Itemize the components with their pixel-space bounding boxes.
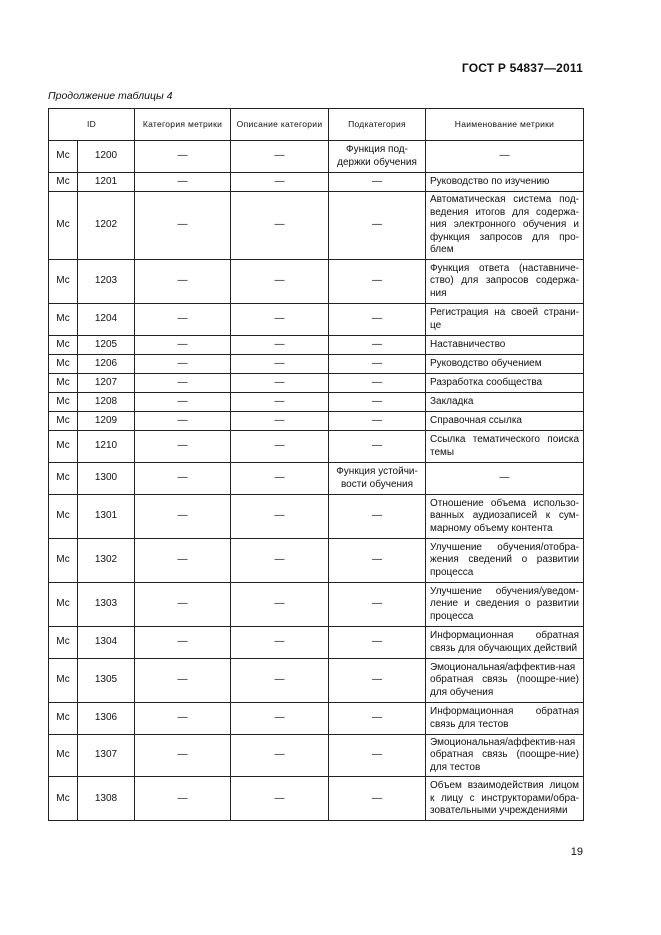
metric-name-cell: — (426, 141, 584, 173)
subcategory-cell: — (329, 173, 426, 192)
metric-name-cell: Автоматическая система под-ведения итогов для содержа-ния электронного обучения и функция запросов для про-блем (426, 192, 584, 260)
description-cell: — (231, 703, 329, 735)
metric-name-cell: — (426, 463, 584, 495)
id-prefix-cell: Мс (49, 539, 78, 583)
id-prefix-cell: Мс (49, 192, 78, 260)
standard-code: ГОСТ Р 54837—2011 (461, 61, 583, 75)
col-header-category: Категория метрики (135, 109, 231, 141)
category-cell: — (135, 703, 231, 735)
table-row (49, 192, 584, 260)
description-cell: — (231, 336, 329, 355)
description-cell: — (231, 412, 329, 431)
description-cell: — (231, 583, 329, 627)
table-row (49, 355, 584, 374)
table-row (49, 374, 584, 393)
table-row (49, 336, 584, 355)
table-row (49, 431, 584, 463)
category-cell: — (135, 495, 231, 539)
table-row (49, 495, 584, 539)
id-prefix-cell: Мс (49, 336, 78, 355)
id-number-cell: 1210 (78, 431, 135, 463)
subcategory-cell: — (329, 703, 426, 735)
category-cell: — (135, 374, 231, 393)
metric-name-cell: Отношение объема использо-ванных аудиозаписей к сум-марному объему контента (426, 495, 584, 539)
category-cell: — (135, 627, 231, 659)
subcategory-cell: — (329, 627, 426, 659)
table-body (49, 141, 584, 821)
id-prefix-cell: Мс (49, 703, 78, 735)
metric-name-cell: Информационная обратная связь для тестов (426, 703, 584, 735)
table-row (49, 260, 584, 304)
id-prefix-cell: Мс (49, 355, 78, 374)
table-row (49, 393, 584, 412)
subcategory-cell: — (329, 539, 426, 583)
id-number-cell: 1303 (78, 583, 135, 627)
category-cell: — (135, 141, 231, 173)
category-cell: — (135, 583, 231, 627)
id-prefix-cell: Мс (49, 735, 78, 777)
metric-name-cell: Улучшение обучения/уведом-ление и сведения о развитии процесса (426, 583, 584, 627)
subcategory-cell: — (329, 777, 426, 821)
id-number-cell: 1206 (78, 355, 135, 374)
table-row (49, 141, 584, 173)
id-prefix-cell: Мс (49, 374, 78, 393)
metric-name-cell: Функция ответа (наставниче-ство) для запросов содержа-ния (426, 260, 584, 304)
id-number-cell: 1208 (78, 393, 135, 412)
description-cell: — (231, 463, 329, 495)
metric-name-cell: Эмоциональная/аффектив-ная обратная связь (поощре-ние) для тестов (426, 735, 584, 777)
table-row (49, 173, 584, 192)
id-prefix-cell: Мс (49, 412, 78, 431)
col-header-id: ID (49, 109, 135, 141)
id-number-cell: 1203 (78, 260, 135, 304)
subcategory-cell: — (329, 192, 426, 260)
table-row (49, 304, 584, 336)
table-row (49, 463, 584, 495)
metric-name-cell: Руководство обучением (426, 355, 584, 374)
subcategory-cell: — (329, 393, 426, 412)
subcategory-cell: Функция устойчи-вости обучения (329, 463, 426, 495)
description-cell: — (231, 192, 329, 260)
id-number-cell: 1305 (78, 659, 135, 703)
id-number-cell: 1204 (78, 304, 135, 336)
id-number-cell: 1301 (78, 495, 135, 539)
metric-name-cell: Регистрация на своей страни-це (426, 304, 584, 336)
description-cell: — (231, 777, 329, 821)
table-row (49, 583, 584, 627)
description-cell: — (231, 659, 329, 703)
id-prefix-cell: Мс (49, 173, 78, 192)
description-cell: — (231, 141, 329, 173)
description-cell: — (231, 393, 329, 412)
id-number-cell: 1207 (78, 374, 135, 393)
id-prefix-cell: Мс (49, 627, 78, 659)
table-caption: Продолжение таблицы 4 (48, 90, 173, 102)
id-number-cell: 1205 (78, 336, 135, 355)
category-cell: — (135, 336, 231, 355)
subcategory-cell: — (329, 374, 426, 393)
id-number-cell: 1202 (78, 192, 135, 260)
id-prefix-cell: Мс (49, 463, 78, 495)
table-row (49, 412, 584, 431)
table-row (49, 627, 584, 659)
id-number-cell: 1209 (78, 412, 135, 431)
category-cell: — (135, 735, 231, 777)
id-prefix-cell: Мс (49, 659, 78, 703)
description-cell: — (231, 431, 329, 463)
table-row (49, 703, 584, 735)
col-header-subcategory: Подкатегория (329, 109, 426, 141)
description-cell: — (231, 374, 329, 393)
metric-name-cell: Разработка сообщества (426, 374, 584, 393)
category-cell: — (135, 777, 231, 821)
table-row (49, 735, 584, 777)
subcategory-cell: — (329, 659, 426, 703)
description-cell: — (231, 173, 329, 192)
id-prefix-cell: Мс (49, 260, 78, 304)
subcategory-cell: — (329, 431, 426, 463)
subcategory-cell: — (329, 304, 426, 336)
table-row (49, 539, 584, 583)
id-prefix-cell: Мс (49, 495, 78, 539)
metric-name-cell: Справочная ссылка (426, 412, 584, 431)
metrics-table (48, 108, 584, 821)
metric-name-cell: Ссылка тематического поиска темы (426, 431, 584, 463)
id-number-cell: 1201 (78, 173, 135, 192)
id-prefix-cell: Мс (49, 393, 78, 412)
metric-name-cell: Наставничество (426, 336, 584, 355)
subcategory-cell: — (329, 355, 426, 374)
id-prefix-cell: Мс (49, 431, 78, 463)
table-row (49, 659, 584, 703)
description-cell: — (231, 355, 329, 374)
description-cell: — (231, 260, 329, 304)
id-prefix-cell: Мс (49, 304, 78, 336)
metric-name-cell: Эмоциональная/аффектив-ная обратная связь (поощре-ние) для обучения (426, 659, 584, 703)
subcategory-cell: — (329, 735, 426, 777)
description-cell: — (231, 539, 329, 583)
subcategory-cell: — (329, 495, 426, 539)
category-cell: — (135, 539, 231, 583)
category-cell: — (135, 431, 231, 463)
table-header-row (49, 109, 584, 141)
id-number-cell: 1200 (78, 141, 135, 173)
id-number-cell: 1307 (78, 735, 135, 777)
id-number-cell: 1308 (78, 777, 135, 821)
category-cell: — (135, 463, 231, 495)
metric-name-cell: Закладка (426, 393, 584, 412)
table-row (49, 777, 584, 821)
page-number: 19 (570, 846, 583, 858)
category-cell: — (135, 192, 231, 260)
metric-name-cell: Руководство по изучению (426, 173, 584, 192)
category-cell: — (135, 304, 231, 336)
description-cell: — (231, 495, 329, 539)
col-header-description: Описание категории (231, 109, 329, 141)
subcategory-cell: — (329, 260, 426, 304)
category-cell: — (135, 260, 231, 304)
col-header-name: Наименование метрики (426, 109, 584, 141)
metric-name-cell: Информационная обратная связь для обучающих действий (426, 627, 584, 659)
description-cell: — (231, 627, 329, 659)
id-number-cell: 1300 (78, 463, 135, 495)
id-prefix-cell: Мс (49, 141, 78, 173)
id-prefix-cell: Мс (49, 777, 78, 821)
description-cell: — (231, 735, 329, 777)
subcategory-cell: — (329, 412, 426, 431)
category-cell: — (135, 659, 231, 703)
id-number-cell: 1306 (78, 703, 135, 735)
subcategory-cell: Функция под-держки обучения (329, 141, 426, 173)
metric-name-cell: Улучшение обучения/отобра-жения сведений о развитии процесса (426, 539, 584, 583)
description-cell: — (231, 304, 329, 336)
category-cell: — (135, 173, 231, 192)
subcategory-cell: — (329, 583, 426, 627)
category-cell: — (135, 355, 231, 374)
metric-name-cell: Объем взаимодействия лицом к лицу с инструкторами/обра-зовательными учреждениями (426, 777, 584, 821)
category-cell: — (135, 393, 231, 412)
category-cell: — (135, 412, 231, 431)
id-number-cell: 1302 (78, 539, 135, 583)
id-prefix-cell: Мс (49, 583, 78, 627)
subcategory-cell: — (329, 336, 426, 355)
id-number-cell: 1304 (78, 627, 135, 659)
